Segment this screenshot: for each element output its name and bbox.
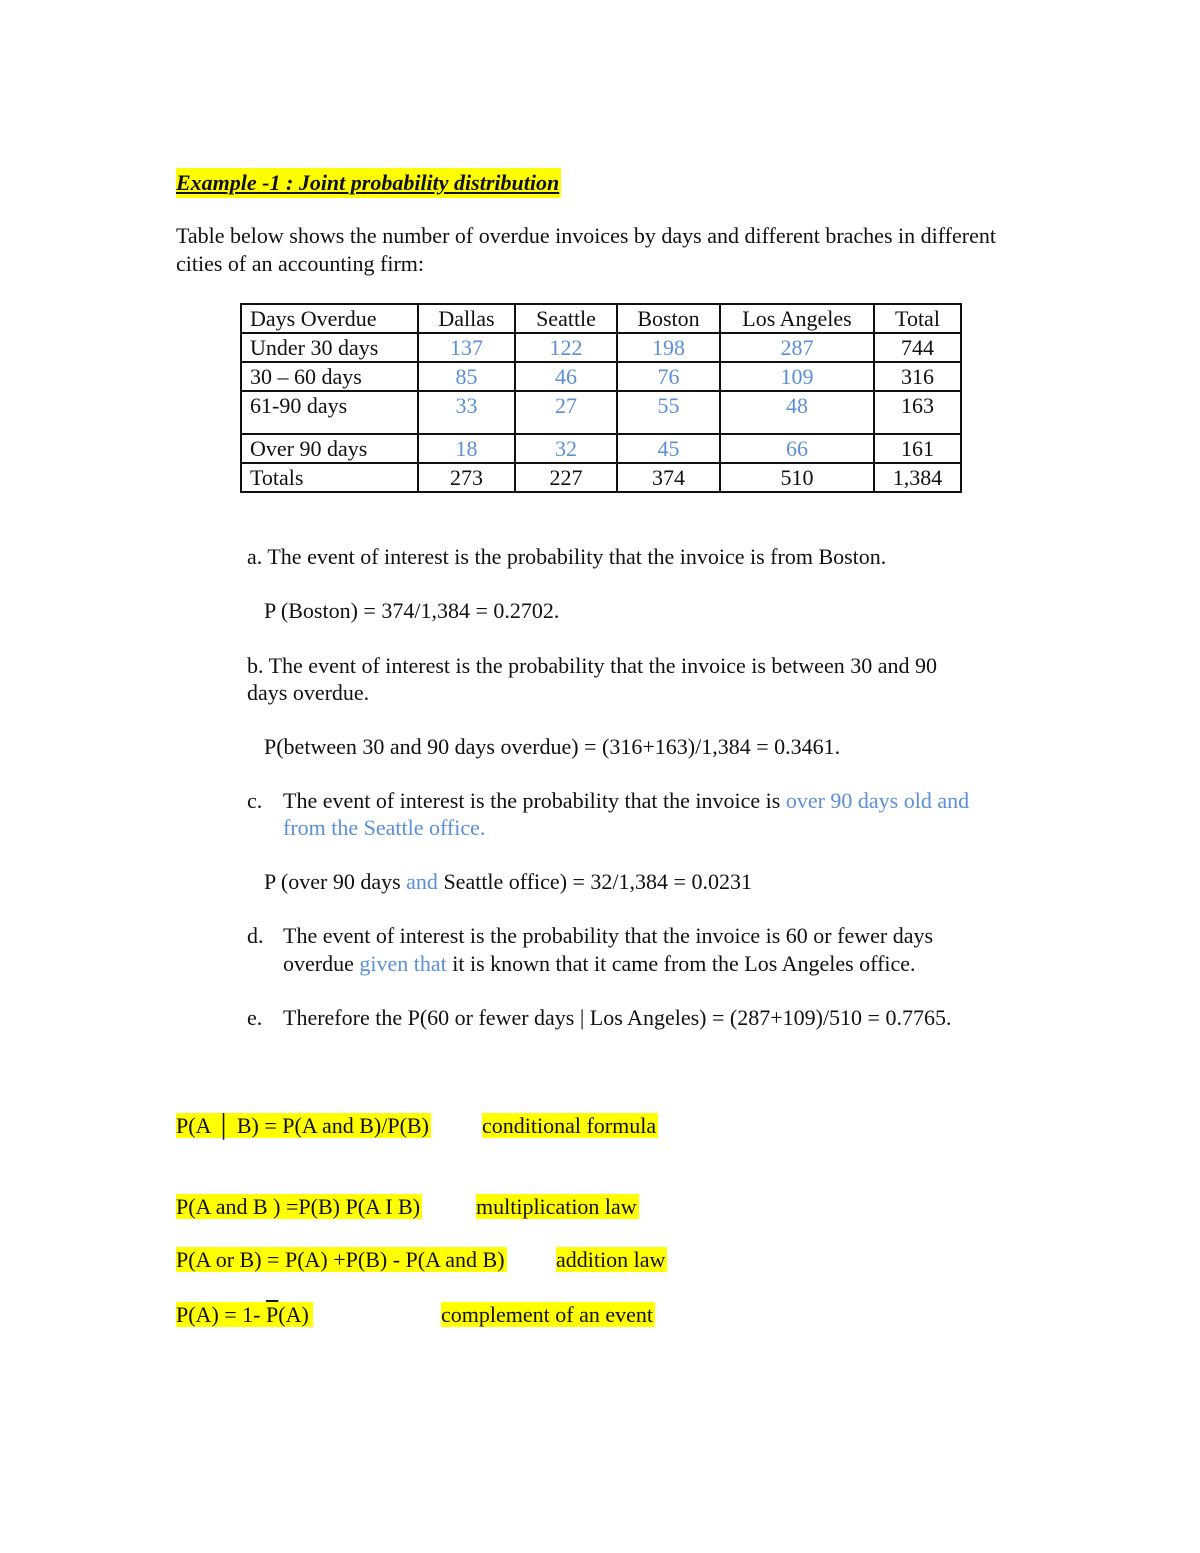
item-a-calc: P (Boston) = 374/1,384 = 0.2702. [264,598,560,623]
formula-multiplication-name [476,1193,639,1221]
formula-complement [176,1301,313,1329]
formula-conditional-name [482,1112,658,1140]
item-c-calc [264,868,752,896]
item-c-calc-emphasis: and [406,869,438,894]
table-header-cell: Seattle [515,304,617,333]
item-e-text: Therefore the P(60 or fewer days | Los Angeles) = (287+109)/510 = 0.7765. [283,1005,952,1030]
table-cell: 32 [515,434,617,463]
table-cell: 55 [617,391,720,434]
table-cell-total: 316 [874,362,961,391]
table-cell: 137 [418,333,515,362]
page-title: Example -1 : Joint probability distribution [176,168,561,198]
item-d-label: d. [247,923,264,948]
table-cell-total: 273 [418,463,515,492]
table-cell: 287 [720,333,874,362]
item-c-calc-part1: P (over 90 days [264,869,407,894]
table-row-label: Under 30 days [241,333,418,362]
item-c-calc-part2: Seattle office) = 32/1,384 = 0.0231 [437,869,752,894]
item-c-emphasis: over 90 days old and [785,788,970,813]
table-cell: 109 [720,362,874,391]
formula-prefix: P(A) = 1- [176,1302,267,1327]
table-cell-total: 374 [617,463,720,492]
table-row [241,391,961,434]
table-cell: 66 [720,434,874,463]
formula-expression [176,1302,313,1327]
table-row-label: Totals [241,463,418,492]
table-cell: 27 [515,391,617,434]
table-cell-total: 1,384 [874,463,961,492]
table-row-label: 30 – 60 days [241,362,418,391]
item-d-text-line2 [283,950,916,978]
table-cell: 198 [617,333,720,362]
table-cell-total: 744 [874,333,961,362]
table-cell-total: 227 [515,463,617,492]
formula-expression: P(A or B) = P(A) +P(B) - P(A and B) [176,1247,505,1272]
formula-expression: P(A and B ) =P(B) P(A I B) [176,1194,421,1219]
table-cell: 122 [515,333,617,362]
item-d-text-part2: it is known that it came from the Los Angeles office. [446,951,916,976]
item-b-text-line2: days overdue. [247,680,370,705]
item-d-text-line1: The event of interest is the probability that the invoice is 60 or fewer days [283,923,934,948]
formula-name: multiplication law [476,1194,637,1219]
overdue-invoices-table [240,303,962,493]
table-row [241,434,961,463]
item-c-text-line1 [283,787,969,815]
formula-expression: P(A │ B) = P(A and B)/P(B) [176,1113,429,1138]
formula-conditional [176,1112,431,1140]
table-cell-total: 510 [720,463,874,492]
table-cell: 76 [617,362,720,391]
formula-complement-symbol: $\overline{P}$ [266,1302,279,1327]
table-header-cell: Days Overdue [241,304,418,333]
table-row [241,333,961,362]
item-b-calc: P(between 30 and 90 days overdue) = (316+163)/1,384 = 0.3461. [264,734,841,759]
formula-name: addition law [556,1247,666,1272]
formula-multiplication [176,1193,422,1221]
table-cell: 46 [515,362,617,391]
intro-paragraph: Table below shows the number of overdue invoices by days and different braches in different cities of an accounting firm: [176,223,996,276]
table-header-cell: Los Angeles [720,304,874,333]
table-header-cell: Boston [617,304,720,333]
table-cell: 33 [418,391,515,434]
formula-suffix: (A) [278,1302,309,1327]
table-cell: 85 [418,362,515,391]
table-cell-total: 161 [874,434,961,463]
item-c-label: c. [247,788,263,813]
table-header-cell: Dallas [418,304,515,333]
table-header-row [241,304,961,333]
table-row-label: 61-90 days [241,391,418,434]
table-cell: 45 [617,434,720,463]
formula-addition-name [556,1246,667,1274]
table-totals-row [241,463,961,492]
formula-name: complement of an event [441,1302,653,1327]
item-b-text-line1: b. The event of interest is the probability that the invoice is between 30 and 90 [247,653,937,678]
item-d-emphasis: given that [359,951,447,976]
item-c-text: The event of interest is the probability that the invoice is [283,788,786,813]
table-row [241,362,961,391]
table-row-label: Over 90 days [241,434,418,463]
item-e-label: e. [247,1005,263,1030]
item-d-text-part1: overdue [283,951,360,976]
table-cell-total: 163 [874,391,961,434]
item-c-text-line2: from the Seattle office. [283,815,486,840]
formula-complement-name [441,1301,655,1329]
table-cell: 18 [418,434,515,463]
item-a-text: a. The event of interest is the probability that the invoice is from Boston. [247,544,887,569]
formula-addition [176,1246,507,1274]
formula-name: conditional formula [482,1113,657,1138]
table-cell: 48 [720,391,874,434]
table-header-cell: Total [874,304,961,333]
